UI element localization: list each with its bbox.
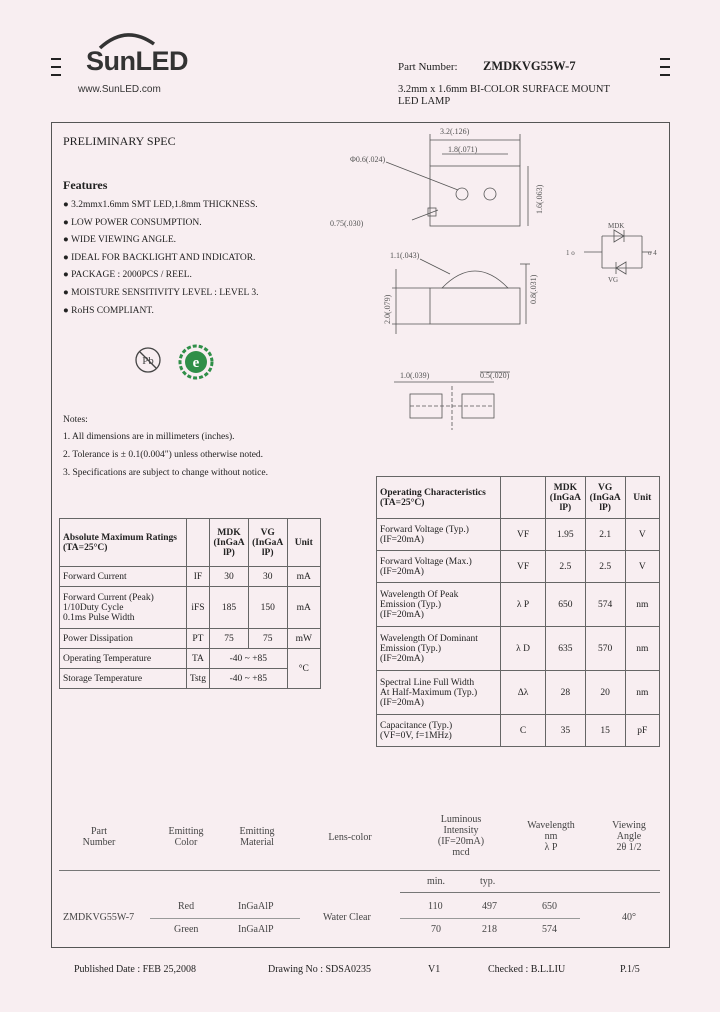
sym-header bbox=[501, 477, 546, 519]
sel-color-green: Green bbox=[174, 924, 199, 935]
sel-divider-mid bbox=[400, 892, 660, 893]
table-row: Operating Temperature TA -40 ~ +85 °C bbox=[60, 649, 321, 669]
sel-material-red: InGaAlP bbox=[238, 901, 274, 912]
dim-h: 0.5(.020) bbox=[480, 371, 510, 380]
features-heading: Features bbox=[63, 178, 108, 192]
sel-min-green: 70 bbox=[431, 924, 441, 935]
page-number: P.1/5 bbox=[620, 964, 640, 975]
abs-max-table bbox=[59, 518, 321, 689]
col-mdk: MDK (InGaA lP) bbox=[210, 519, 249, 567]
op-char-table bbox=[376, 476, 660, 747]
sel-divider-row2 bbox=[400, 918, 580, 919]
drawing-number: Drawing No : SDSA0235 bbox=[268, 964, 372, 975]
dim-g: 2.0(.079) bbox=[383, 294, 392, 324]
features-list bbox=[63, 200, 258, 323]
abs-max-title-cell: Absolute Maximum Ratings (TA=25°C) bbox=[60, 519, 187, 567]
rohs-logo bbox=[178, 344, 214, 380]
sel-col-lum: Luminous Intensity (IF=20mA) mcd bbox=[437, 814, 485, 858]
sel-material-green: InGaAlP bbox=[238, 924, 274, 935]
col-unit: Unit bbox=[625, 477, 659, 519]
part-number-label: Part Number: bbox=[398, 61, 458, 73]
circuit-right: o 4 bbox=[648, 249, 657, 257]
table-row: Wavelength Of Dominant Emission (Typ.) (IF=20mA) λ D 635 570 nm bbox=[377, 627, 660, 671]
col-mdk: MDK (InGaA lP) bbox=[545, 477, 585, 519]
circuit-left: 1 o bbox=[566, 249, 575, 257]
sel-col-part: Part Number bbox=[82, 826, 116, 848]
circuit-mdk: MDK bbox=[608, 222, 625, 230]
side-view-body bbox=[430, 288, 520, 324]
table-row: Forward Voltage (Max.) (IF=20mA) VF 2.5 2.5 V bbox=[377, 551, 660, 583]
sel-col-view: Viewing Angle 2θ 1/2 bbox=[612, 820, 646, 853]
sel-wave-green: 574 bbox=[542, 924, 557, 935]
note-item: 1. All dimensions are in millimeters (inches). bbox=[63, 432, 235, 442]
feature-item: ● RoHS COMPLIANT. bbox=[63, 305, 154, 316]
feature-item: ● WIDE VIEWING ANGLE. bbox=[63, 235, 177, 246]
sel-angle: 40° bbox=[622, 912, 636, 923]
dim-i: 0.8(.031) bbox=[529, 274, 538, 304]
op-char-title-cell: Operating Characteristics (TA=25°C) bbox=[377, 477, 501, 519]
feature-item: ● LOW POWER CONSUMPTION. bbox=[63, 217, 202, 228]
version: V1 bbox=[428, 964, 441, 975]
description-line1: 3.2mm x 1.6mm BI-COLOR SURFACE MOUNT bbox=[398, 84, 610, 95]
table-row: Power Dissipation PT 75 75 mW bbox=[60, 629, 321, 649]
feature-item: ● 3.2mmx1.6mm SMT LED,1.8mm THICKNESS. bbox=[63, 200, 258, 210]
checked-by: Checked : B.L.LIU bbox=[488, 964, 566, 975]
sel-part-number: ZMDKVG55W-7 bbox=[63, 912, 135, 923]
sel-divider-top bbox=[59, 870, 660, 871]
col-vg: VG (InGaA lP) bbox=[585, 477, 625, 519]
col-vg: VG (InGaA lP) bbox=[248, 519, 287, 567]
dim-j: 1.0(.039) bbox=[400, 371, 430, 380]
sel-col-material: Emitting Material bbox=[239, 826, 275, 848]
published-date: Published Date : FEB 25,2008 bbox=[74, 964, 196, 975]
dim-f: 0.75(.030) bbox=[330, 219, 364, 228]
sym-header bbox=[186, 519, 210, 567]
note-item: 3. Specifications are subject to change without notice. bbox=[63, 468, 268, 478]
dim-c: 1.1(.043) bbox=[390, 251, 420, 260]
website: www.SunLED.com bbox=[78, 84, 161, 95]
feature-item: ● PACKAGE : 2000PCS / REEL. bbox=[63, 270, 192, 281]
sel-divider-row bbox=[150, 918, 300, 919]
sel-min-red: 110 bbox=[428, 901, 443, 912]
table-row: Capacitance (Typ.) (VF=0V, f=1MHz) C 35 15 pF bbox=[377, 715, 660, 747]
sel-typ-red: 497 bbox=[482, 901, 497, 912]
table-row: Forward Current (Peak) 1/10Duty Cycle 0.1ms Pulse Width iFS 185 150 mA bbox=[60, 587, 321, 629]
feature-item: ● IDEAL FOR BACKLIGHT AND INDICATOR. bbox=[63, 252, 256, 263]
brand-logo bbox=[86, 26, 196, 86]
package-drawing bbox=[330, 124, 560, 444]
table-row: Forward Current IF 30 30 mA bbox=[60, 567, 321, 587]
side-view-lens bbox=[442, 271, 508, 288]
description-line2: LED LAMP bbox=[398, 96, 451, 107]
table-row: Spectral Line Full Width At Half-Maximum (Typ.) (IF=20mA) Δλ 28 20 nm bbox=[377, 671, 660, 715]
sel-typ-label: typ. bbox=[480, 876, 496, 887]
top-view-body bbox=[430, 166, 520, 226]
pb-free-logo bbox=[134, 346, 162, 374]
dim-e: Φ0.6(.024) bbox=[350, 155, 386, 164]
dim-d: 1.6(.063) bbox=[535, 184, 544, 214]
notes-heading: Notes: bbox=[63, 415, 88, 425]
table-row: Wavelength Of Peak Emission (Typ.) (IF=20mA) λ P 650 574 nm bbox=[377, 583, 660, 627]
sel-min-label: min. bbox=[427, 876, 446, 887]
table-row: Forward Voltage (Typ.) (IF=20mA) VF 1.95 2.1 V bbox=[377, 519, 660, 551]
feature-item: ● MOISTURE SENSITIVITY LEVEL : LEVEL 3. bbox=[63, 287, 259, 298]
col-unit: Unit bbox=[287, 519, 320, 567]
sel-color-red: Red bbox=[178, 901, 195, 912]
note-item: 2. Tolerance is ± 0.1(0.004") unless otherwise noted. bbox=[63, 450, 264, 460]
pb-free-icon bbox=[134, 346, 162, 374]
sel-col-wave: Wavelength nm λ P bbox=[527, 820, 575, 853]
circuit-vg: VG bbox=[608, 276, 619, 284]
table-row: Storage Temperature Tstg -40 ~ +85 bbox=[60, 669, 321, 689]
part-number: ZMDKVG55W-7 bbox=[483, 59, 576, 73]
spec-title: PRELIMINARY SPEC bbox=[63, 134, 176, 148]
dim-b: 1.8(.071) bbox=[448, 145, 478, 154]
sel-typ-green: 218 bbox=[482, 924, 497, 935]
sel-col-lens: Lens-color bbox=[328, 832, 372, 843]
rohs-text: e bbox=[192, 355, 200, 371]
sel-wave-red: 650 bbox=[542, 901, 557, 912]
brand-name: SunLED bbox=[86, 46, 188, 76]
dim-a: 3.2(.126) bbox=[440, 127, 470, 136]
rohs-icon bbox=[178, 344, 214, 380]
sel-col-color: Emitting Color bbox=[168, 826, 204, 848]
sel-lens: Water Clear bbox=[323, 912, 371, 923]
circuit-diagram bbox=[564, 222, 664, 284]
pb-text: Pb bbox=[142, 355, 154, 367]
